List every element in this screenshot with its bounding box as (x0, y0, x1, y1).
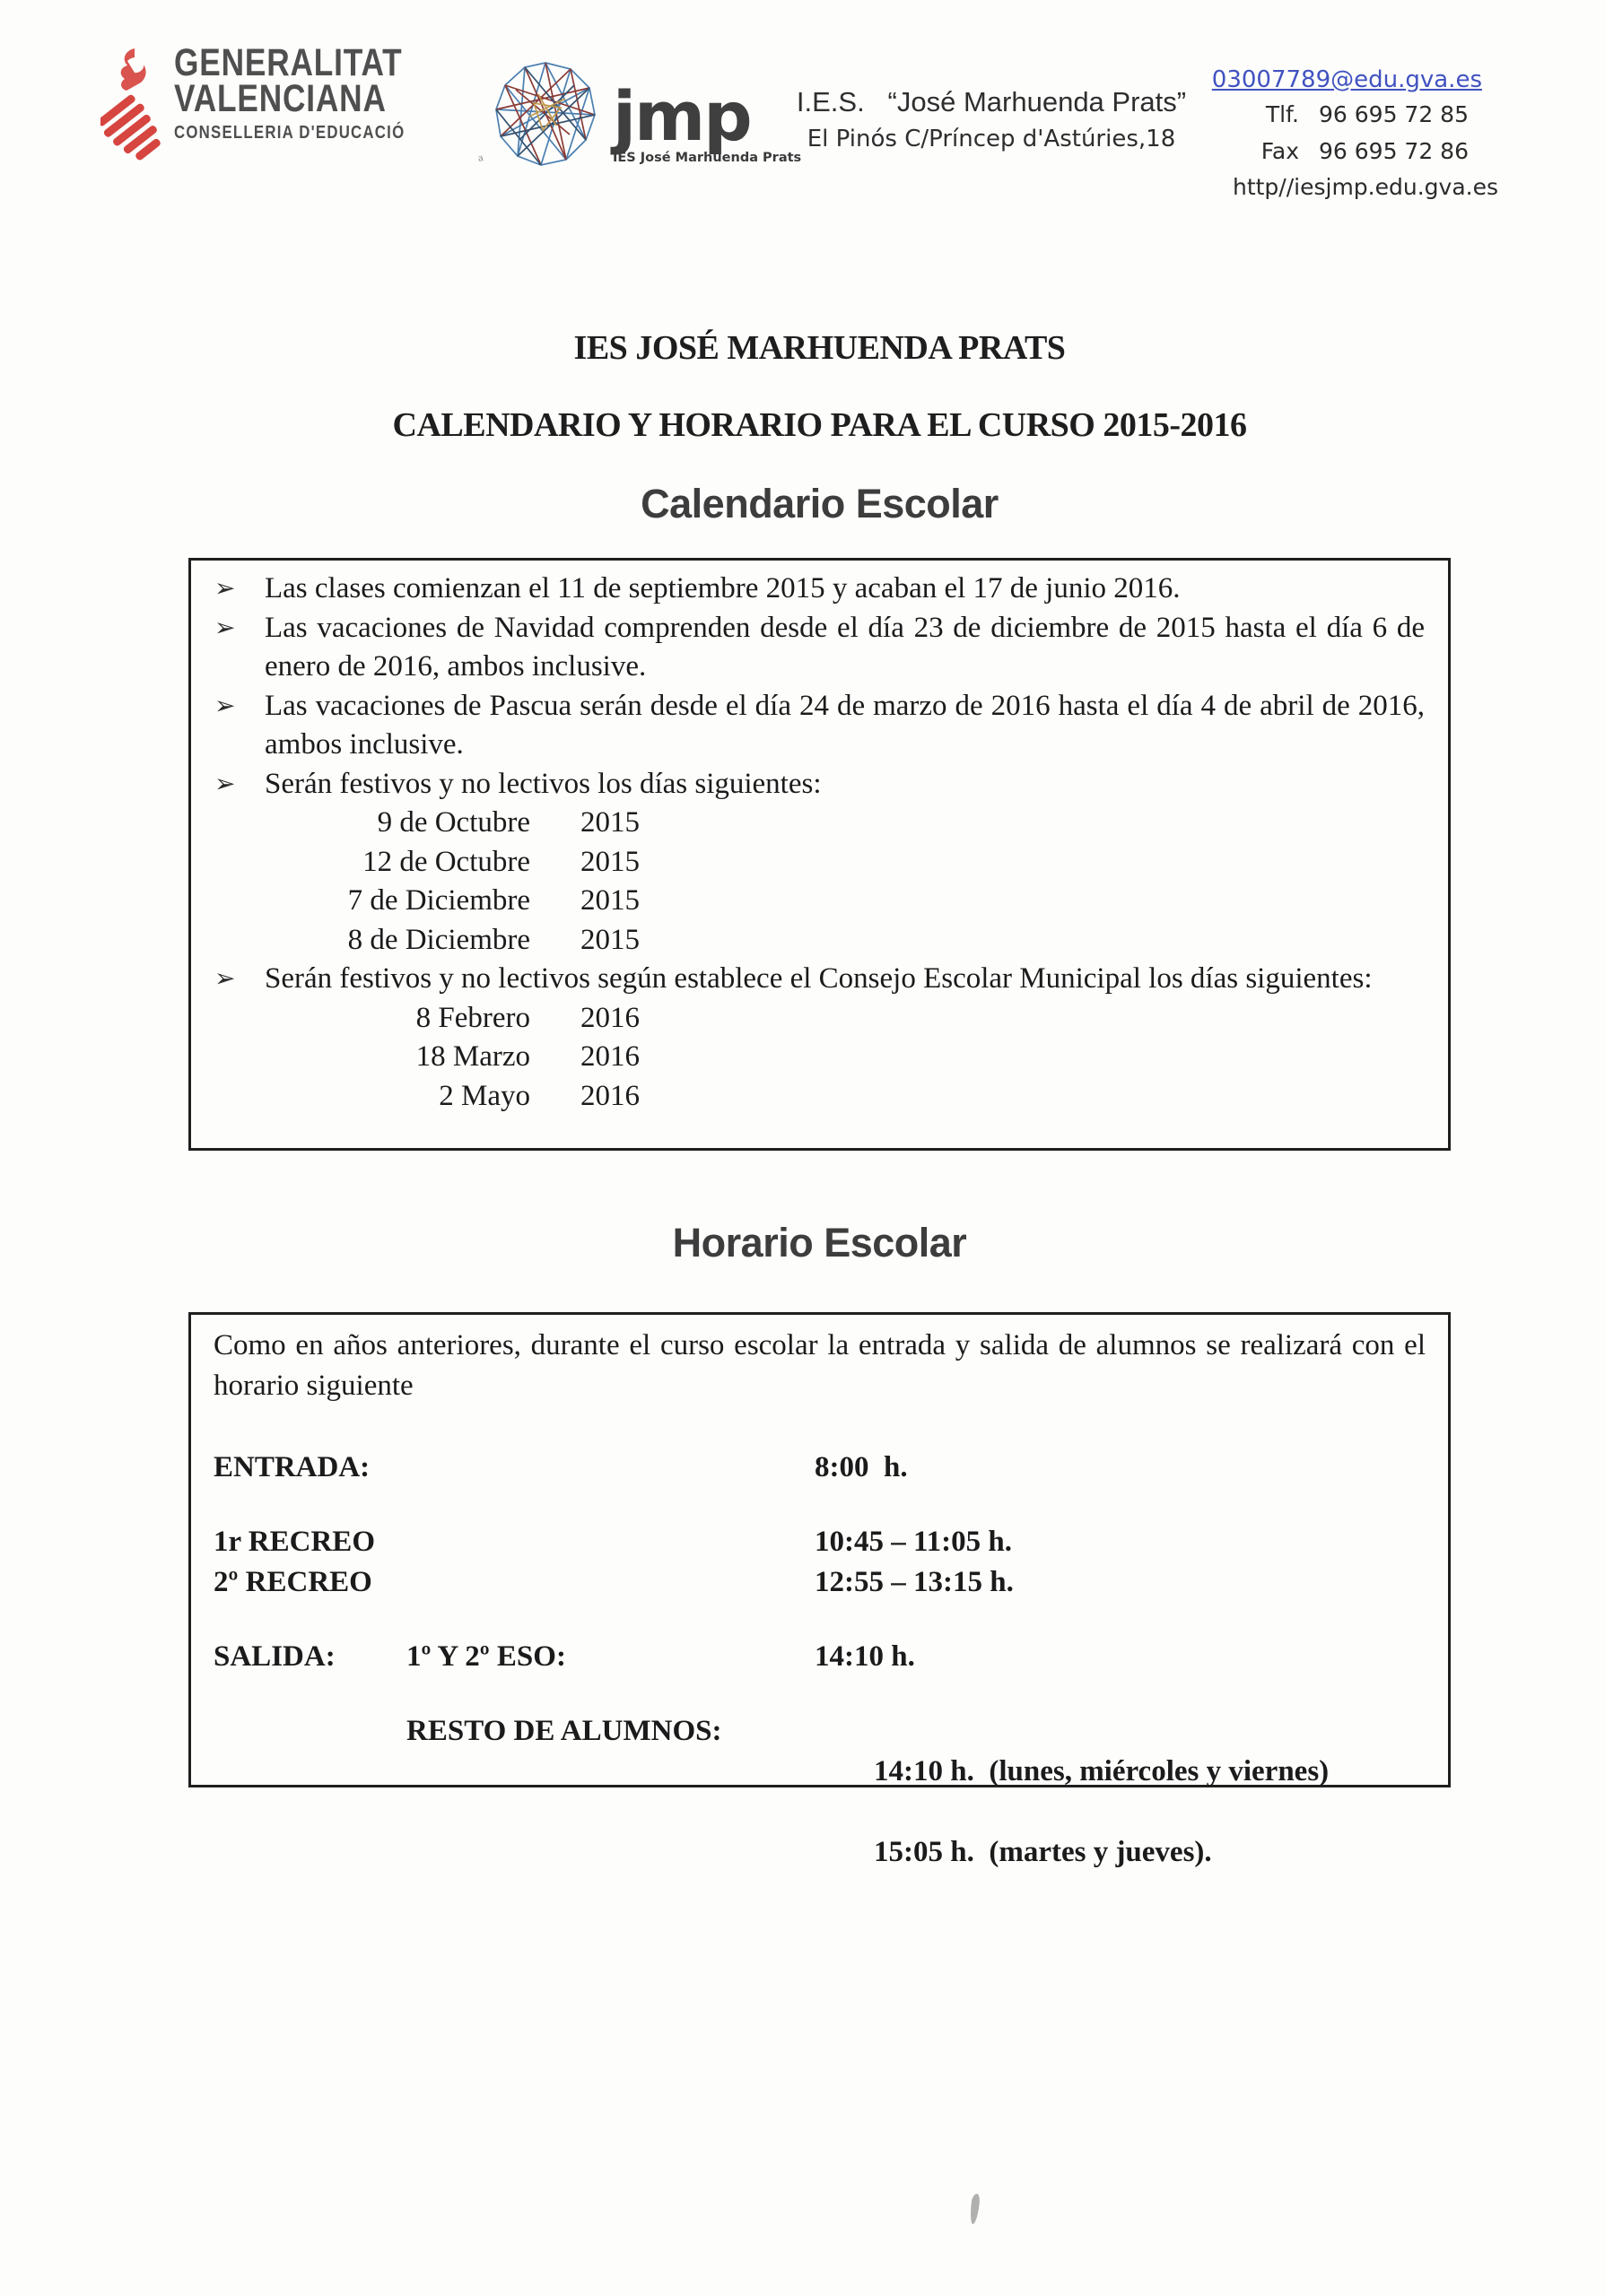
spacer (214, 1677, 1426, 1711)
calendar-bullet (211, 960, 1425, 999)
holiday-date-row (261, 1038, 1425, 1077)
schedule-sublabel: RESTO DE ALUMNOS: (406, 1715, 722, 1747)
spacer (214, 1488, 1426, 1522)
gv-emblem-icon (100, 45, 163, 169)
holiday-year: 2015 (580, 845, 640, 878)
phone-label: Tlf. (1265, 101, 1299, 127)
jmp-school-logo (489, 54, 801, 178)
website-text: http//iesjmp.edu.gva.es (1232, 174, 1498, 200)
gv-line2: VALENCIANA (174, 76, 387, 120)
schedule-sublabel: 1º Y 2º ESO: (406, 1640, 566, 1673)
holiday-date-row (261, 921, 1425, 961)
holiday-date-row (261, 882, 1425, 921)
arrow-bullet-icon: ➢ (214, 965, 236, 993)
holiday-year: 2015 (580, 923, 640, 956)
holiday-date: 9 de Octubre (377, 806, 530, 839)
scan-artifact-blob (969, 2194, 981, 2225)
calendar-bullet-text: Las vacaciones de Pascua serán desde el día 24 de marzo de 2016 hasta el día 4 de abril de 2016, ambos inclusive. (265, 689, 1425, 761)
arrow-bullet-icon: ➢ (214, 613, 236, 642)
holiday-year: 2016 (580, 1001, 640, 1034)
calendar-bullet-text: Serán festivos y no lectivos según establece el Consejo Escolar Municipal los días siguientes: (265, 962, 1373, 995)
jmp-wordmark-subtext: IES José Marhuenda Prats (613, 151, 802, 166)
calendar-section-heading: Calendario Escolar (641, 481, 999, 526)
holiday-year: 2015 (580, 806, 640, 839)
holiday-year: 2016 (580, 1040, 640, 1073)
arrow-bullet-icon: ➢ (214, 575, 236, 603)
fax-row (1148, 134, 1498, 170)
schedule-time: 14:10 h. (lunes, miércoles y viernes) (874, 1755, 1330, 1787)
schedule-label: ENTRADA: (214, 1451, 371, 1483)
spacer (214, 1603, 1426, 1637)
schedule-section-heading: Horario Escolar (672, 1220, 967, 1265)
email-link[interactable]: 03007789@edu.gva.es (1211, 66, 1482, 93)
calendar-bullet-text: Las clases comienzan el 11 de septiembre 2015 y acaban el 17 de junio 2016. (265, 572, 1181, 604)
holiday-date: 2 Mayo (439, 1079, 530, 1112)
holiday-date-row (261, 804, 1425, 843)
jmp-wordmark: jmp (613, 76, 751, 156)
schedule-time: 8:00 h. (815, 1451, 908, 1483)
holiday-date: 12 de Octubre (362, 845, 530, 878)
schedule-time: 14:10 h. (815, 1640, 915, 1673)
schedule-row-entrada (214, 1448, 1426, 1488)
school-name: I.E.S. “José Marhuenda Prats” (796, 86, 1187, 117)
contact-block (1148, 66, 1498, 205)
document-subtitle: CALENDARIO Y HORARIO PARA EL CURSO 2015-2016 (392, 406, 1247, 444)
schedule-sublabel (406, 1522, 815, 1562)
calendar-bullet (211, 687, 1425, 765)
calendar-bullet (211, 765, 1425, 804)
schedule-time: 10:45 – 11:05 h. (815, 1526, 1013, 1558)
arrow-bullet-icon: ➢ (214, 770, 236, 798)
fax-number: 96 695 72 86 (1319, 137, 1469, 164)
schedule-row-recreo1 (214, 1522, 1426, 1562)
schedule-sublabel (406, 1448, 815, 1488)
schedule-sublabel (406, 1562, 815, 1603)
holiday-date-row (261, 1077, 1425, 1117)
schedule-time: 12:55 – 13:15 h. (815, 1566, 1014, 1598)
holiday-date: 18 Marzo (415, 1040, 530, 1073)
holiday-date: 7 de Diciembre (347, 884, 530, 917)
calendar-bullet (211, 570, 1425, 609)
phone-row (1148, 97, 1498, 134)
spacer (214, 1406, 1426, 1448)
phone-number: 96 695 72 85 (1319, 101, 1469, 127)
document-title: IES JOSÉ MARHUENDA PRATS (573, 329, 1066, 367)
gv-line3: CONSELLERIA D'EDUCACIÓ (174, 121, 406, 143)
holiday-date-row (261, 999, 1425, 1039)
schedule-box (188, 1312, 1451, 1868)
schedule-row-recreo2 (214, 1562, 1426, 1603)
holiday-date: 8 Febrero (415, 1001, 530, 1034)
calendar-bullet-text: Serán festivos y no lectivos los días siguientes: (265, 767, 822, 800)
schedule-time-2: 15:05 h. (martes y jueves). (874, 1836, 1212, 1868)
gv-line1: GENERALITAT (174, 41, 403, 84)
schedule-label: SALIDA: (214, 1640, 336, 1673)
holiday-year: 2015 (580, 884, 640, 917)
school-address: El Pinós C/Príncep d'Astúries,18 (807, 126, 1176, 152)
schedule-intro-text: Como en años anteriores, durante el curso escolar la entrada y salida de alumnos se realizará con el horario siguiente (214, 1329, 1426, 1402)
jmp-wireframe-ball-icon (489, 54, 607, 178)
schedule-times-group (815, 1711, 1426, 1913)
schedule-label (214, 1711, 406, 1913)
schedule-row-resto (214, 1711, 1426, 1913)
schedule-label: 1r RECREO (214, 1526, 375, 1558)
schedule-row-salida (214, 1637, 1426, 1677)
calendar-bullet (211, 609, 1425, 687)
holiday-date-row (261, 843, 1425, 883)
holiday-year: 2016 (580, 1079, 640, 1112)
calendar-bullet-text: Las vacaciones de Navidad comprenden desde el día 23 de diciembre de 2015 hasta el día 6 de enero de 2016, ambos inclusive. (265, 611, 1425, 683)
fax-label: Fax (1260, 137, 1299, 164)
generalitat-valenciana-logo (100, 41, 456, 169)
calendar-box (188, 558, 1451, 1151)
scan-artifact-mark: ª (476, 152, 486, 173)
arrow-bullet-icon: ➢ (214, 691, 236, 720)
schedule-label: 2º RECREO (214, 1566, 372, 1598)
holiday-date: 8 de Diciembre (347, 923, 530, 956)
gv-logo-text (174, 41, 406, 144)
